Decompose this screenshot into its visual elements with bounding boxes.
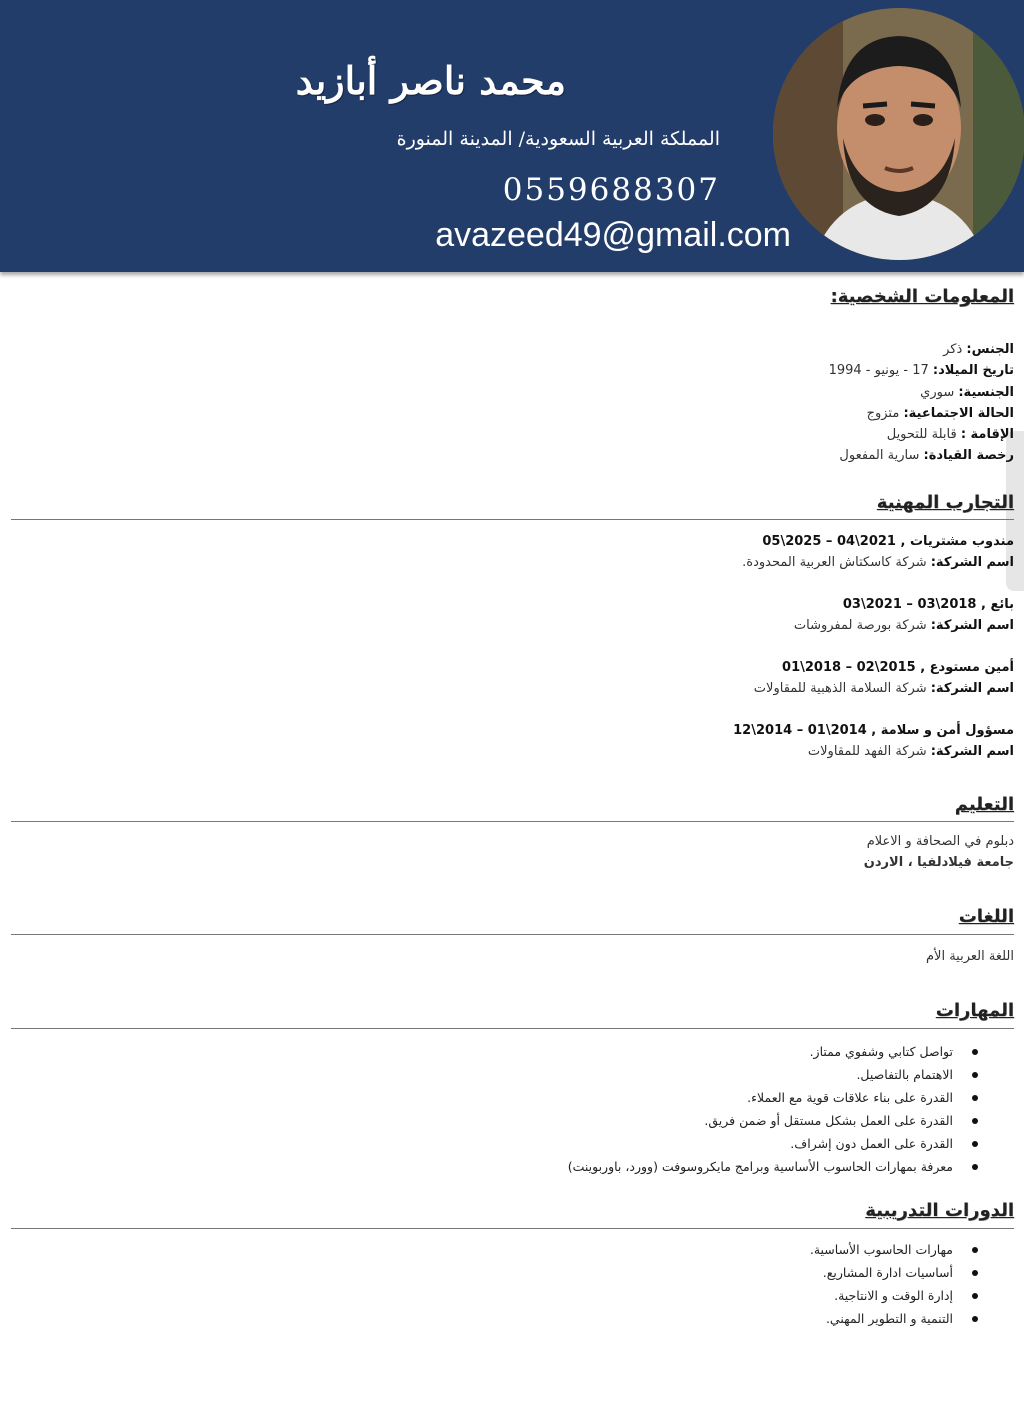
candidate-name: محمد ناصر أبازيد (295, 58, 566, 103)
list-item: القدرة على بناء علاقات قوية مع العملاء. (568, 1086, 1014, 1109)
list-item: القدرة على العمل بشكل مستقل أو ضمن فريق. (568, 1109, 1014, 1132)
skills-list (568, 1040, 1014, 1178)
list-item: إدارة الوقت و الانتاجية. (810, 1284, 1014, 1307)
section-divider (11, 1228, 1014, 1229)
bullet-icon (972, 1270, 978, 1276)
job-company-row: اسم الشركة: شركة الفهد للمقاولات (807, 744, 1014, 759)
job-title-row: أمين مستودع , 2015\02 – 2018\01 (782, 660, 1014, 675)
list-item: التنمية و التطوير المهني. (810, 1307, 1014, 1330)
list-item: أساسيات ادارة المشاريع. (810, 1261, 1014, 1284)
skills-heading: المهارات (935, 1000, 1014, 1021)
education-degree: دبلوم في الصحافة و الاعلام (866, 834, 1014, 849)
education-heading: التعليم (954, 794, 1014, 815)
personal-row: تاريخ الميلاد: 17 - يونيو - 1994 (828, 363, 1014, 378)
job-title-row: بائع , 2018\03 – 2021\03 (842, 597, 1014, 612)
job-company-row: اسم الشركة: شركة السلامة الذهبية للمقاولات (753, 681, 1014, 696)
personal-row: الجنس: ذكر (943, 342, 1014, 357)
personal-row: الإقامة : قابلة للتحويل (886, 427, 1014, 442)
job-title-row: مندوب مشتريات , 2021\04 – 2025\05 (762, 534, 1014, 549)
personal-row: الحالة الاجتماعية: متزوج (866, 406, 1014, 421)
person-portrait-icon (773, 8, 1024, 260)
bullet-icon (972, 1072, 978, 1078)
list-item: القدرة على العمل دون إشراف. (568, 1132, 1014, 1155)
list-item: مهارات الحاسوب الأساسية. (810, 1238, 1014, 1261)
list-item: معرفة بمهارات الحاسوب الأساسية وبرامج مايكروسوفت (وورد، باوربوينت) (568, 1155, 1014, 1178)
language-item: اللغة العربية الأم (926, 949, 1014, 964)
experience-heading: التجارب المهنية (876, 492, 1014, 513)
personal-row: رخصة القيادة: سارية المفعول (839, 448, 1014, 463)
header-banner (0, 0, 1024, 272)
bullet-icon (972, 1247, 978, 1253)
location: المملكة العربية السعودية/ المدينة المنورة (396, 128, 720, 150)
education-school: جامعة فيلادلفيا ، الاردن (863, 855, 1014, 870)
bullet-icon (972, 1316, 978, 1322)
list-item: تواصل كتابي وشفوي ممتاز. (568, 1040, 1014, 1063)
section-divider (11, 519, 1014, 520)
courses-heading: الدورات التدريبية (865, 1200, 1014, 1221)
phone-number: 0559688307 (502, 172, 720, 208)
bullet-icon (972, 1141, 978, 1147)
job-company-row: اسم الشركة: شركة كاسكتاش العربية المحدودة. (742, 555, 1014, 570)
email-address: avazeed49@gmail.com (435, 216, 791, 254)
bullet-icon (972, 1049, 978, 1055)
personal-row: الجنسية: سوري (920, 385, 1014, 400)
personal-info-heading: المعلومات الشخصية: (830, 286, 1014, 307)
languages-heading: اللغات (958, 906, 1014, 927)
bullet-icon (972, 1095, 978, 1101)
section-divider (11, 1028, 1014, 1029)
courses-list (810, 1238, 1014, 1330)
section-divider (11, 821, 1014, 822)
bullet-icon (972, 1118, 978, 1124)
profile-photo (773, 8, 1024, 260)
job-company-row: اسم الشركة: شركة بورصة لمفروشات (793, 618, 1014, 633)
job-title-row: مسؤول أمن و سلامة , 2014\01 – 2014\12 (733, 723, 1014, 738)
bullet-icon (972, 1164, 978, 1170)
list-item: الاهتمام بالتفاصيل. (568, 1063, 1014, 1086)
bullet-icon (972, 1293, 978, 1299)
section-divider (11, 934, 1014, 935)
resume-body (0, 272, 1024, 1411)
